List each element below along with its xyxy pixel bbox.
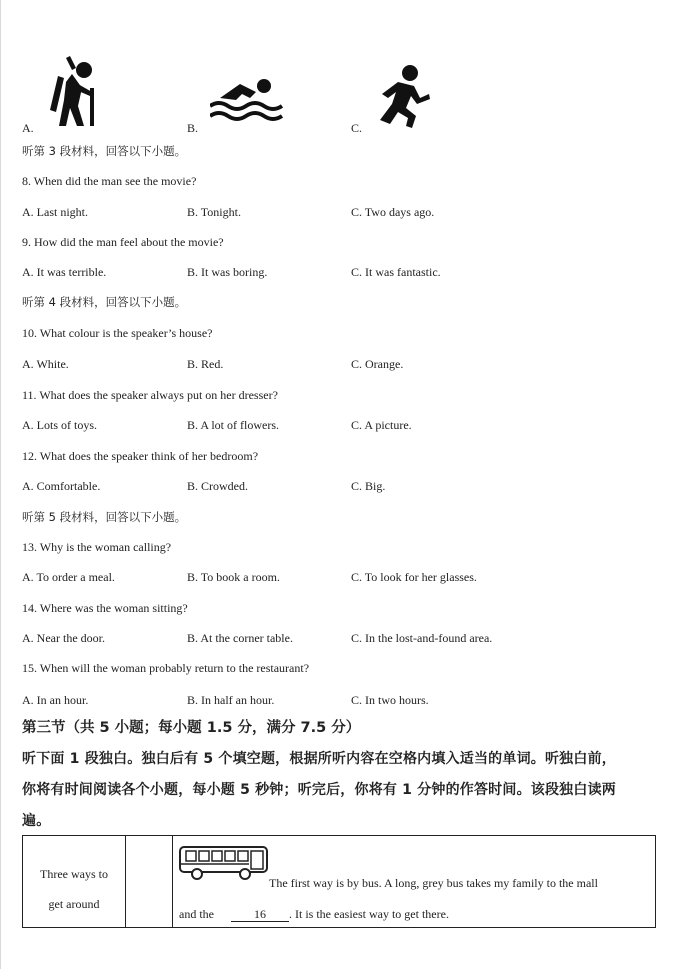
- bus-icon: [179, 844, 269, 882]
- section-instruction-5: 听第 5 段材料，回答以下小题。: [22, 510, 187, 524]
- part3-instruction-line1: 听下面 1 段独白。独白后有 5 个填空题，根据所听内容在空格内填入适当的单词。听独白前，: [22, 751, 616, 767]
- q8-option-a: A. Last night.: [22, 205, 88, 219]
- question-12: 12. What does the speaker think of her bedroom?: [22, 449, 259, 463]
- line2-after: . It is the easiest way to get there.: [289, 907, 449, 921]
- fill-in-table: [22, 835, 656, 928]
- question-9: 9. How did the man feel about the movie?: [22, 235, 224, 249]
- q15-option-b: B. In half an hour.: [187, 693, 275, 707]
- question-10: 10. What colour is the speaker’s house?: [22, 326, 213, 340]
- line2-before: and the: [179, 907, 214, 921]
- option-a-letter: A.: [22, 121, 34, 135]
- question-11: 11. What does the speaker always put on her dresser?: [22, 388, 278, 402]
- bus-paragraph-line2: [179, 907, 449, 922]
- question-13: 13. Why is the woman calling?: [22, 540, 172, 554]
- section-instruction-4: 听第 4 段材料，回答以下小题。: [22, 295, 187, 309]
- blank-16: 16: [231, 908, 289, 922]
- question-15: 15. When will the woman probably return to the restaurant?: [22, 661, 310, 675]
- q12-option-c: C. Big.: [351, 479, 386, 493]
- empty-cell: [126, 836, 173, 928]
- q15-option-c: C. In two hours.: [351, 693, 429, 707]
- question-8: 8. When did the man see the movie?: [22, 174, 197, 188]
- q11-option-b: B. A lot of flowers.: [187, 418, 279, 432]
- q13-option-c: C. To look for her glasses.: [351, 570, 477, 584]
- row-header-line1: Three ways to: [40, 867, 108, 881]
- option-c-letter: C.: [351, 121, 363, 135]
- part3-instruction-line3: 遍。: [22, 813, 51, 829]
- q10-option-b: B. Red.: [187, 357, 224, 371]
- row-header-line2: get around: [48, 897, 100, 911]
- section-instruction-3: 听第 3 段材料，回答以下小题。: [22, 144, 187, 158]
- q12-option-b: B. Crowded.: [187, 479, 248, 493]
- hiking-icon: [44, 52, 102, 128]
- q8-option-b: B. Tonight.: [187, 205, 241, 219]
- q8-option-c: C. Two days ago.: [351, 205, 435, 219]
- q10-option-a: A. White.: [22, 357, 69, 371]
- question-14: 14. Where was the woman sitting?: [22, 601, 188, 615]
- q14-option-c: C. In the lost-and-found area.: [351, 631, 493, 645]
- q15-option-a: A. In an hour.: [22, 693, 89, 707]
- q10-option-c: C. Orange.: [351, 357, 404, 371]
- q13-option-a: A. To order a meal.: [22, 570, 115, 584]
- swimming-icon: [210, 76, 284, 122]
- q12-option-a: A. Comfortable.: [22, 479, 101, 493]
- q9-option-a: A. It was terrible.: [22, 265, 107, 279]
- q11-option-c: C. A picture.: [351, 418, 412, 432]
- page-edge: [0, 0, 1, 969]
- running-icon: [374, 64, 432, 130]
- q9-option-b: B. It was boring.: [187, 265, 268, 279]
- q14-option-b: B. At the corner table.: [187, 631, 293, 645]
- option-b-letter: B.: [187, 121, 199, 135]
- q13-option-b: B. To book a room.: [187, 570, 280, 584]
- content-cell: [173, 836, 656, 928]
- q14-option-a: A. Near the door.: [22, 631, 105, 645]
- part3-heading: 第三节（共 5 小题；每小题 1.5 分，满分 7.5 分）: [22, 720, 361, 736]
- row-header-cell: [23, 836, 126, 928]
- q11-option-a: A. Lots of toys.: [22, 418, 97, 432]
- part3-instruction-line2: 你将有时间阅读各个小题，每小题 5 秒钟；听完后，你将有 1 分钟的作答时间。该段独白读两: [22, 782, 616, 798]
- bus-paragraph-line1: The first way is by bus. A long, grey bus takes my family to the mall: [269, 876, 598, 890]
- q9-option-c: C. It was fantastic.: [351, 265, 441, 279]
